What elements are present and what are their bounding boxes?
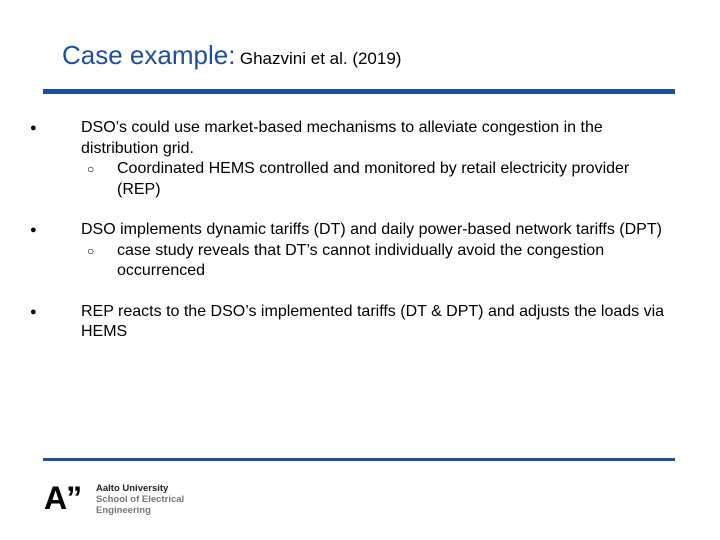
bullet-text: DSO implements dynamic tariffs (DT) and daily power-based network tariffs (DPT): [81, 221, 662, 238]
bullet-marker-icon: ●: [30, 224, 37, 236]
sub-bullet-item: [81, 241, 675, 282]
top-divider: [43, 89, 675, 94]
aalto-logo-icon: A”: [44, 480, 82, 516]
logo-university: Aalto University: [96, 483, 169, 494]
slide-title: [62, 40, 401, 71]
bullet-item-1: [30, 118, 675, 200]
sub-bullet-text: Coordinated HEMS controlled and monitored by retail electricity provider (REP): [117, 160, 630, 198]
bullet-item-3: [30, 302, 675, 343]
title-citation: Ghazvini et al. (2019): [239, 49, 402, 68]
bullet-text: REP reacts to the DSO’s implemented tariffs (DT & DPT) and adjusts the loads via HEMS: [81, 302, 665, 340]
sub-bullet-marker-icon: ○: [87, 243, 95, 258]
bullet-marker-icon: ●: [30, 122, 37, 134]
bullet-item-2: [30, 220, 675, 282]
sub-bullet-item: [81, 159, 675, 200]
logo-department: Engineering: [96, 505, 151, 516]
logo-school: School of Electrical: [96, 494, 185, 505]
sub-bullet-text: case study reveals that DT’s cannot individually avoid the congestion occurrenced: [117, 241, 605, 279]
logo-text: [96, 483, 184, 516]
bullet-marker-icon: ●: [30, 305, 37, 318]
sub-bullet-marker-icon: ○: [87, 162, 95, 176]
title-main: Case example:: [62, 40, 236, 70]
bottom-divider: [43, 458, 675, 461]
bullet-text: DSO’s could use market-based mechanisms to alleviate congestion in the distribution grid.: [81, 119, 603, 157]
bullet-list: [30, 118, 675, 363]
